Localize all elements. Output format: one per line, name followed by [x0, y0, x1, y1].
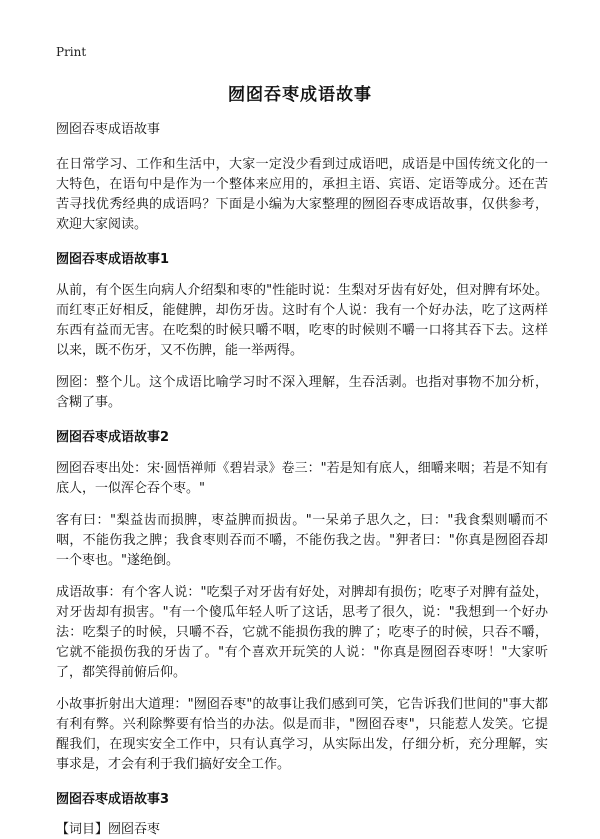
- section-1-paragraph-2: 囫囵：整个儿。这个成语比喻学习时不深入理解，生吞活剥。也指对事物不加分析，含糊了事。: [56, 375, 548, 410]
- page-title: 囫囵吞枣成语故事: [228, 85, 372, 105]
- section-heading-3: 囫囵吞枣成语故事3: [56, 792, 170, 807]
- intro-paragraph: 在日常学习、工作和生活中，大家一定没少看到过成语吧，成语是中国传统文化的一大特色，在语句中是作为一个整体来应用的，承担主语、宾语、定语等成分。还在苦苦寻找优秀经典的成语吗？下面是小编为大家整理的囫囵吞枣成语故事，仅供参考，欢迎大家阅读。: [56, 157, 548, 232]
- document-body: [56, 121, 548, 839]
- section-2-paragraph-3: 成语故事：有个客人说："吃梨子对牙齿有好处，对脾却有损伤；吃枣子对脾有益处，对牙齿却有损害。"有一个傻瓜年轻人听了这话，思考了很久，说："我想到一个好办法：吃梨子的时候，只嚼不吞，它就不能损伤我的脾了；吃枣子的时候，只吞不嚼，它就不能损伤我的牙齿了。"有个喜欢开玩笑的人说："你真是囫囵吞枣呀！"大家听了，都笑得前俯后仰。: [56, 585, 548, 680]
- section-2-paragraph-1: 囫囵吞枣出处：宋·圆悟禅师《碧岩录》卷三："若是知有底人，细嚼来咽；若是不知有底人，一似浑仑吞个枣。": [56, 461, 548, 496]
- print-link[interactable]: Print: [56, 45, 87, 59]
- document-subtitle: 囫囵吞枣成语故事: [56, 122, 161, 137]
- section-heading-2: 囫囵吞枣成语故事2: [56, 430, 170, 445]
- section-1-paragraph-1: 从前，有个医生向病人介绍梨和枣的"性能时说：生梨对牙齿有好处，但对脾有坏处。而红枣正好相反，能健脾，却伤牙齿。这时有个人说：我有一个好办法，吃了这两样东西有益而无害。在吃梨的时候只嚼不咽，吃枣的时候则不嚼一口将其吞下去。这样以来，既不伤牙，又不伤脾，能一举两得。: [56, 283, 548, 358]
- section-2-paragraph-2: 客有曰："梨益齿而损脾，枣益脾而损齿。"一呆弟子思久之，曰："我食梨则嚼而不咽，不能伤我之脾；我食枣则吞而不嚼，不能伤我之齿。"狎者曰："你真是囫囵吞却一个枣也。"遂绝倒。: [56, 513, 548, 568]
- term-line: 【词目】囫囵吞枣: [56, 822, 161, 837]
- section-heading-1: 囫囵吞枣成语故事1: [56, 252, 170, 267]
- section-2-paragraph-4: 小故事折射出大道理："囫囵吞枣"的故事让我们感到可笑，它告诉我们世间的"事大都有利有弊。兴利除弊要有恰当的办法。似是而非，"囫囵吞枣"，只能惹人发笑。它提醒我们，在现实安全工作中，只有认真学习，从实际出发，仔细分析，充分理解，实事求是，才会有利于我们搞好安全工作。: [56, 697, 548, 772]
